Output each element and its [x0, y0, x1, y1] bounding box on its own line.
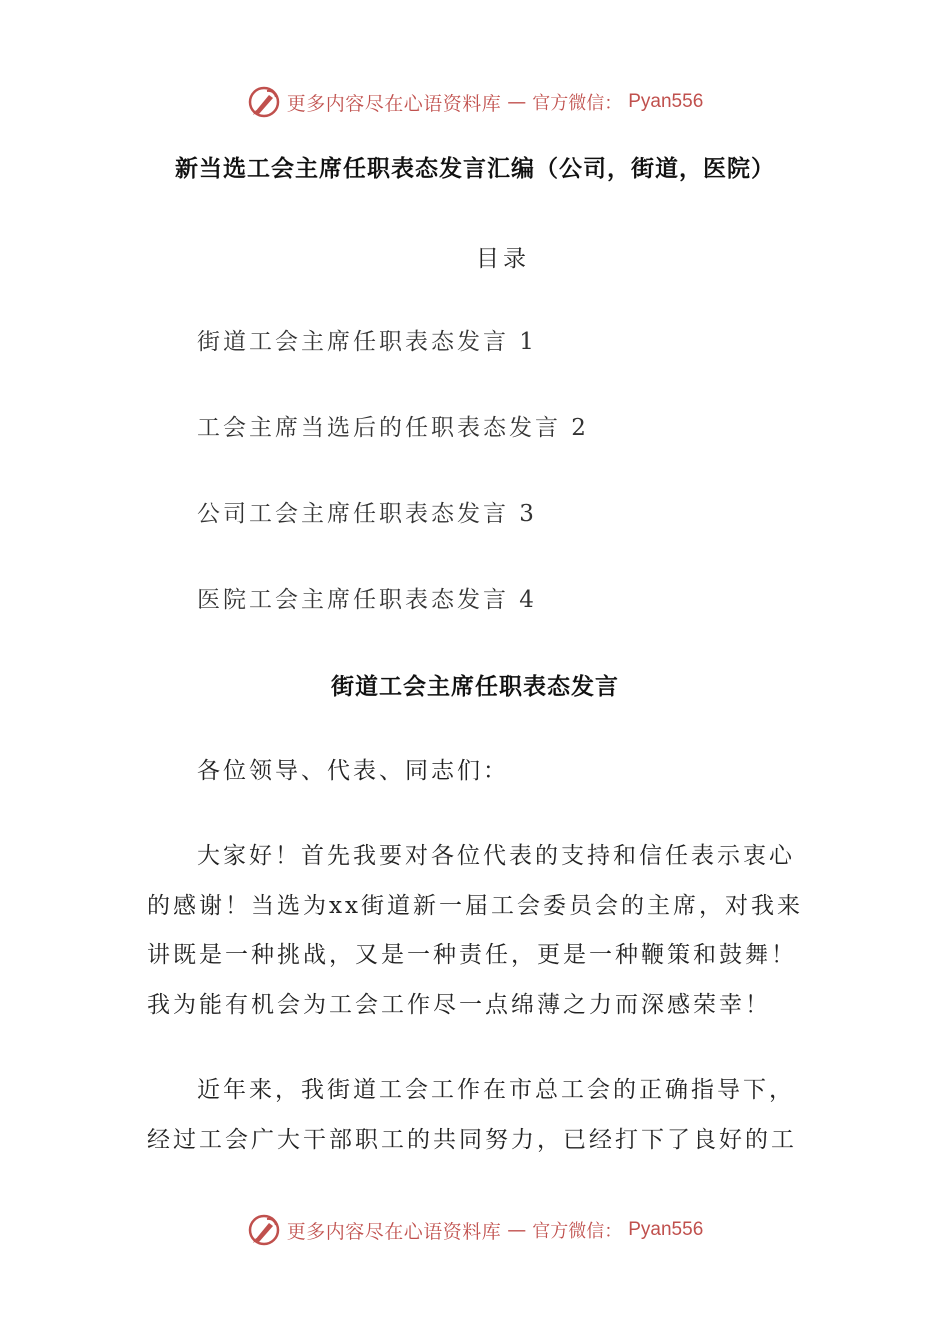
header-banner: [0, 82, 950, 122]
paragraph-line: 近年来，我街道工会工作在市总工会的正确指导下，: [197, 1077, 795, 1103]
paragraph-line: 的感谢！当选为xx街道新一届工会委员会的主席，对我来: [147, 892, 803, 919]
banner-wechat-id: Pyan556: [628, 1219, 704, 1240]
pen-nib-icon: [247, 85, 281, 119]
banner-label: 官方微信：: [532, 93, 623, 114]
banner-label: 官方微信：: [532, 1221, 623, 1242]
toc-item[interactable]: 街道工会主席任职表态发言 1: [197, 329, 537, 355]
banner-content: [247, 85, 704, 119]
document-title: 新当选工会主席任职表态发言汇编（公司，街道，医院）: [175, 156, 775, 182]
banner-separator: —: [507, 1219, 527, 1241]
body-paragraph: [147, 832, 807, 1030]
banner-wechat-id: Pyan556: [628, 91, 704, 112]
salutation: 各位领导、代表、同志们：: [197, 758, 509, 784]
banner-separator: —: [507, 91, 527, 113]
banner-text: 更多内容尽在心语资料库: [286, 92, 502, 115]
banner-content: [247, 1213, 704, 1247]
toc-item[interactable]: 医院工会主席任职表态发言 4: [197, 587, 537, 613]
toc-item[interactable]: 公司工会主席任职表态发言 3: [197, 501, 537, 527]
banner-text: 更多内容尽在心语资料库: [286, 1220, 502, 1243]
toc-item[interactable]: 工会主席当选后的任职表态发言 2: [197, 415, 589, 441]
paragraph-line: 讲既是一种挑战，又是一种责任，更是一种鞭策和鼓舞！: [147, 942, 797, 968]
paragraph-line: 我为能有机会为工会工作尽一点绵薄之力而深感荣幸！: [147, 991, 771, 1018]
table-of-contents: [197, 325, 589, 669]
footer-banner: [0, 1210, 950, 1250]
pen-nib-icon: [247, 1213, 281, 1247]
toc-heading: 目录: [476, 246, 530, 272]
paragraph-line: 大家好！首先我要对各位代表的支持和信任表示衷心: [197, 843, 795, 869]
paragraph-line: 经过工会广大干部职工的共同努力，已经打下了良好的工: [147, 1126, 797, 1153]
body-paragraph: [147, 1066, 807, 1165]
section-title: 街道工会主席任职表态发言: [331, 674, 619, 700]
